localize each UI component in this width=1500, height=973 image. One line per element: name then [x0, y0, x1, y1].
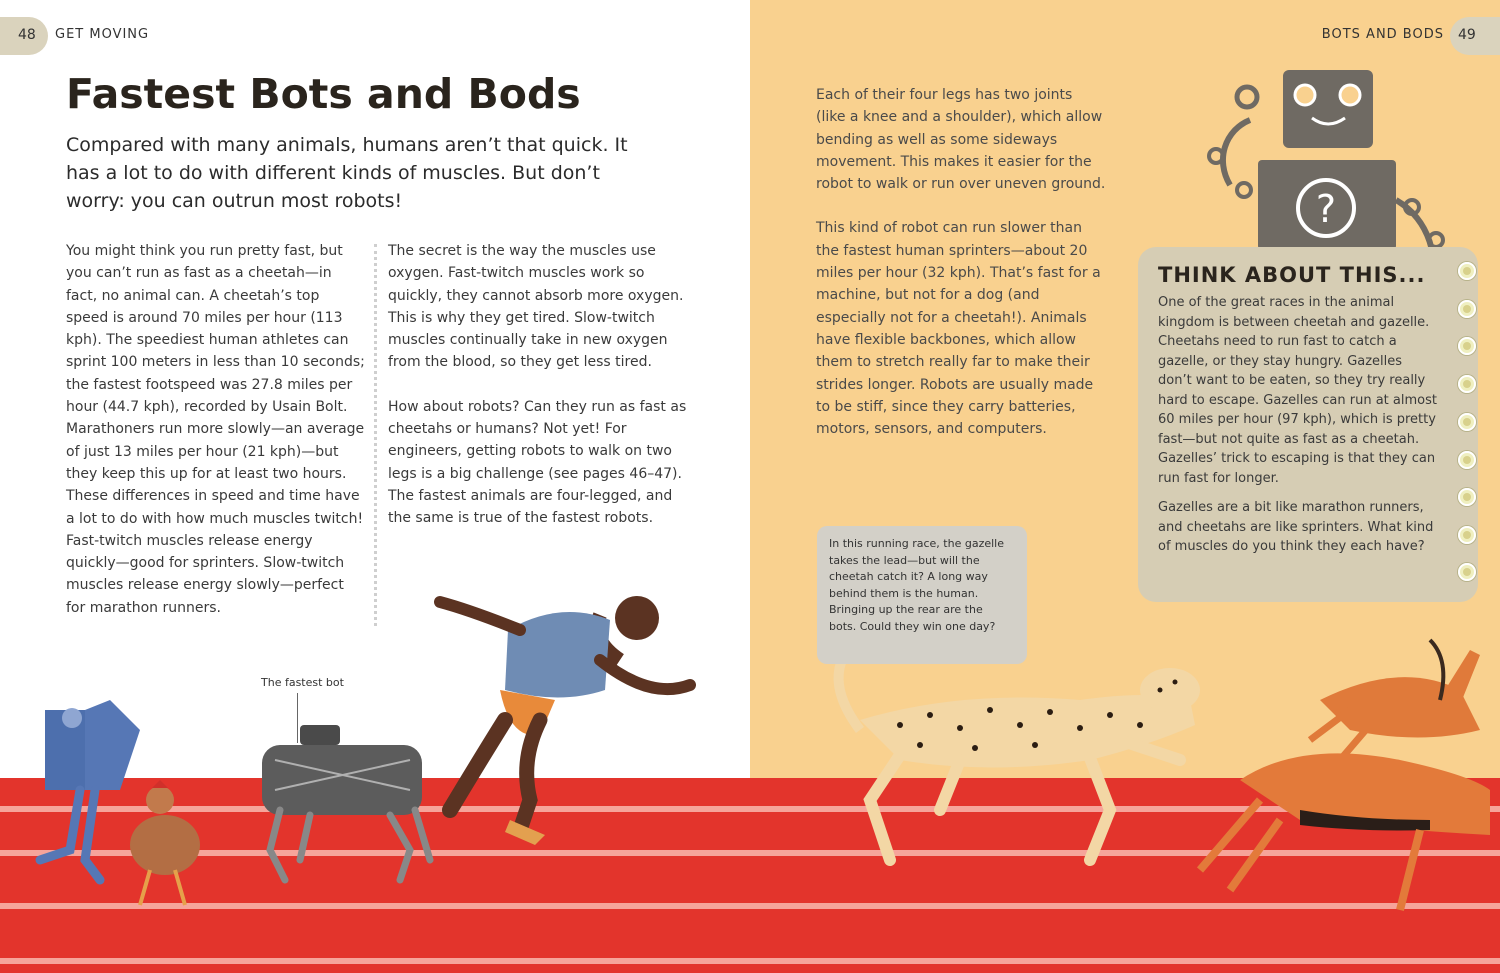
quadruped-robot-illustration	[262, 725, 430, 880]
page-number-right: 49	[1458, 27, 1476, 43]
column1-paragraph: You might think you run pretty fast, but you can’t run as fast as a cheetah—in fact, no animal can. A cheetah’s top speed is around 70 miles per hour (113 kph). The speediest human athletes can sprint 100 meters in less than 10 seconds; the fastest footspeed was 27.8 miles per hour (44.7 kph), recorded by Usain Bolt. Marathoners run more slowly—an average of just 13 miles per hour (21 kph)—but they keep this up for at least two hours. These differences in speed and time have a lot to do with how much muscles twitch! Fast-twitch muscles release energy quickly—good for sprinters. Slow-twitch muscles release energy slowly—perfect for marathon runners.	[66, 243, 365, 616]
column3-paragraph-2: This kind of robot can run slower than the fastest human sprinters—about 20 miles per hour (32 kph). That’s fast for a machine, but not for a dog (and especially not for a cheetah!). Animals have flexible backbones, which allow them to stretch really far to make their strides longer. Robots are usually made to be stiff, since they carry batteries, motors, sensors, and computers.	[816, 220, 1101, 438]
think-about-this-title: THINK ABOUT THIS...	[1158, 263, 1426, 287]
decorative-dot-icon	[1458, 375, 1476, 393]
running-head-right: BOTS AND BODS	[1321, 27, 1444, 42]
human-sprinter-illustration	[440, 596, 690, 845]
think-paragraph-1: One of the great races in the animal kingdom is between cheetah and gazelle. Cheetahs need to run fast to catch a gazelle, or they stay hungry. Gazelles don’t want to be eaten, so they try really hard to escape. Gazelles can run at almost 60 miles per hour (97 kph), which is pretty fast—but not quite as fast as a cheetah. Gazelles’ trick to escaping is that they can run fast for longer.	[1158, 295, 1437, 486]
column2-paragraph-2: How about robots? Can they run as fast as cheetahs or humans? Not yet! For engineers, getting robots to walk on two legs is a big challenge (see pages 46–47). The fastest animals are four-legged, and the same is true of the fastest robots.	[388, 398, 687, 527]
intro-paragraph: Compared with many animals, humans aren’t that quick. It has a lot to do with different kinds of muscles. But don’t worry: you can outrun most robots!	[66, 134, 628, 212]
decorative-dot-icon	[1458, 563, 1476, 581]
fastest-bot-pointer-line	[297, 693, 298, 743]
decorative-dot-icon	[1458, 488, 1476, 506]
decorative-dot-icon	[1458, 262, 1476, 280]
illustration-caption: In this running race, the gazelle takes the lead—but will the cheetah catch it? A long way behind them is the human. Bringing up the rear are the bots. Could they win one day?	[829, 537, 1004, 633]
decorative-dot-icon	[1458, 300, 1476, 318]
fastest-bot-label: The fastest bot	[261, 676, 344, 689]
gazelle-illustration	[1200, 640, 1490, 910]
page-number-left: 48	[18, 27, 36, 43]
column3-paragraph-1: Each of their four legs has two joints (like a knee and a shoulder), which allow bending as well as some sideways movement. This makes it easier for the robot to walk or run over uneven ground.	[816, 87, 1106, 193]
page-title: Fastest Bots and Bods	[66, 70, 581, 118]
chicken-illustration	[130, 780, 200, 905]
decorative-dot-icon	[1458, 451, 1476, 469]
decorative-dot-icon	[1458, 413, 1476, 431]
column2-paragraph-1: The secret is the way the muscles use oxygen. Fast-twitch muscles work so quickly, they cannot absorb more oxygen. This is why they get tired. Slow-twitch muscles continually take in new oxygen from the blood, so they get less tired.	[388, 243, 684, 371]
decorative-dot-icon	[1458, 337, 1476, 355]
decorative-dot-icon	[1458, 526, 1476, 544]
running-head-left: GET MOVING	[55, 27, 150, 42]
bipedal-robot-illustration	[40, 700, 140, 880]
think-about-this-text	[1158, 293, 1438, 567]
think-paragraph-2: Gazelles are a bit like marathon runners, and cheetahs are like sprinters. What kind of muscles do you think they each have?	[1158, 500, 1434, 554]
question-mark-icon: ?	[1315, 187, 1337, 231]
cheetah-illustration	[839, 660, 1200, 860]
